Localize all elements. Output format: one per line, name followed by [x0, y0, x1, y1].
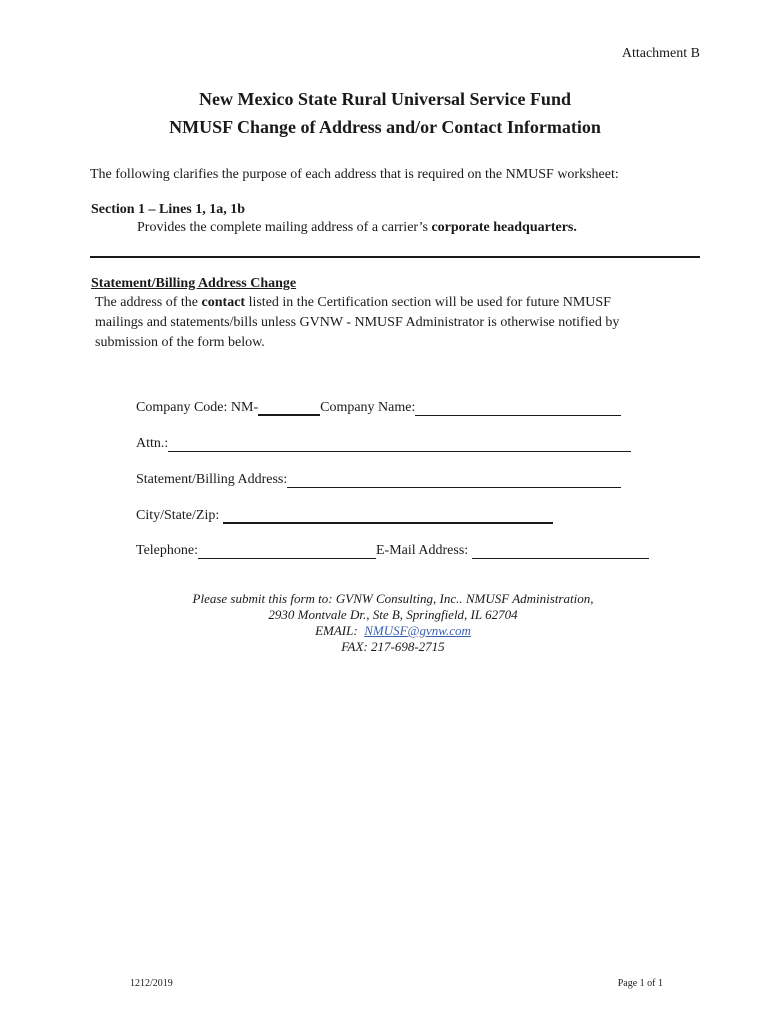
attn-row [136, 436, 631, 452]
section1-heading: Section 1 – Lines 1, 1a, 1b [91, 202, 246, 217]
section-divider [90, 256, 700, 258]
city-state-zip-row [136, 508, 553, 524]
email-field[interactable] [472, 544, 649, 559]
statement-line-3: submission of the form below. [95, 335, 265, 350]
email-link[interactable]: NMUSF@gvnw.com [364, 623, 471, 638]
billing-address-row [136, 472, 621, 488]
billing-address-label: Statement/Billing Address: [136, 472, 288, 487]
statement-heading: Statement/Billing Address Change [91, 276, 297, 291]
statement-line-1 [95, 293, 695, 313]
statement-line-2: mailings and statements/bills unless GVNW - NMUSF Administrator is otherwise notified by [95, 315, 620, 330]
submit-instructions: Please submit this form to: GVNW Consulting, Inc.. NMUSF Administration, [192, 591, 594, 606]
submit-email-line [0, 623, 770, 639]
company-row [136, 400, 621, 416]
company-code-label: Company Code: NM- [136, 400, 259, 415]
statement-line1-prefix: The address of the [95, 295, 202, 310]
attn-label: Attn.: [136, 436, 169, 451]
statement-line1-bold: contact [201, 295, 246, 310]
intro-text: The following clarifies the purpose of each address that is required on the NMUSF worksheet: [90, 167, 619, 182]
contact-row [136, 543, 649, 559]
document-subtitle: NMUSF Change of Address and/or Contact Information [169, 117, 601, 137]
billing-address-field[interactable] [287, 473, 621, 488]
statement-line1-suffix: listed in the Certification section will be used for future NMUSF [245, 295, 611, 310]
section1-text [137, 220, 577, 236]
telephone-label: Telephone: [136, 543, 198, 558]
submit-email-label: EMAIL: [315, 623, 365, 638]
email-label: E-Mail Address: [376, 543, 472, 558]
submit-address: 2930 Montvale Dr., Ste B, Springfield, IL 62704 [268, 607, 518, 622]
attn-field[interactable] [168, 437, 631, 452]
city-state-zip-label: City/State/Zip: [136, 508, 223, 523]
telephone-field[interactable] [198, 544, 376, 559]
section1-text-prefix: Provides the complete mailing address of a carrier’s [137, 220, 432, 235]
footer-page-number: Page 1 of 1 [617, 978, 663, 989]
attachment-label: Attachment B [621, 46, 700, 61]
submit-fax: FAX: 217-698-2715 [341, 639, 445, 654]
statement-body [95, 293, 695, 353]
city-state-zip-field[interactable] [223, 508, 553, 524]
section1-text-bold: corporate headquarters. [431, 220, 577, 235]
footer-date: 1212/2019 [130, 978, 173, 989]
company-name-label: Company Name: [320, 400, 416, 415]
company-name-field[interactable] [415, 401, 621, 416]
company-code-field[interactable] [258, 400, 320, 416]
document-title: New Mexico State Rural Universal Service Fund [199, 89, 571, 109]
